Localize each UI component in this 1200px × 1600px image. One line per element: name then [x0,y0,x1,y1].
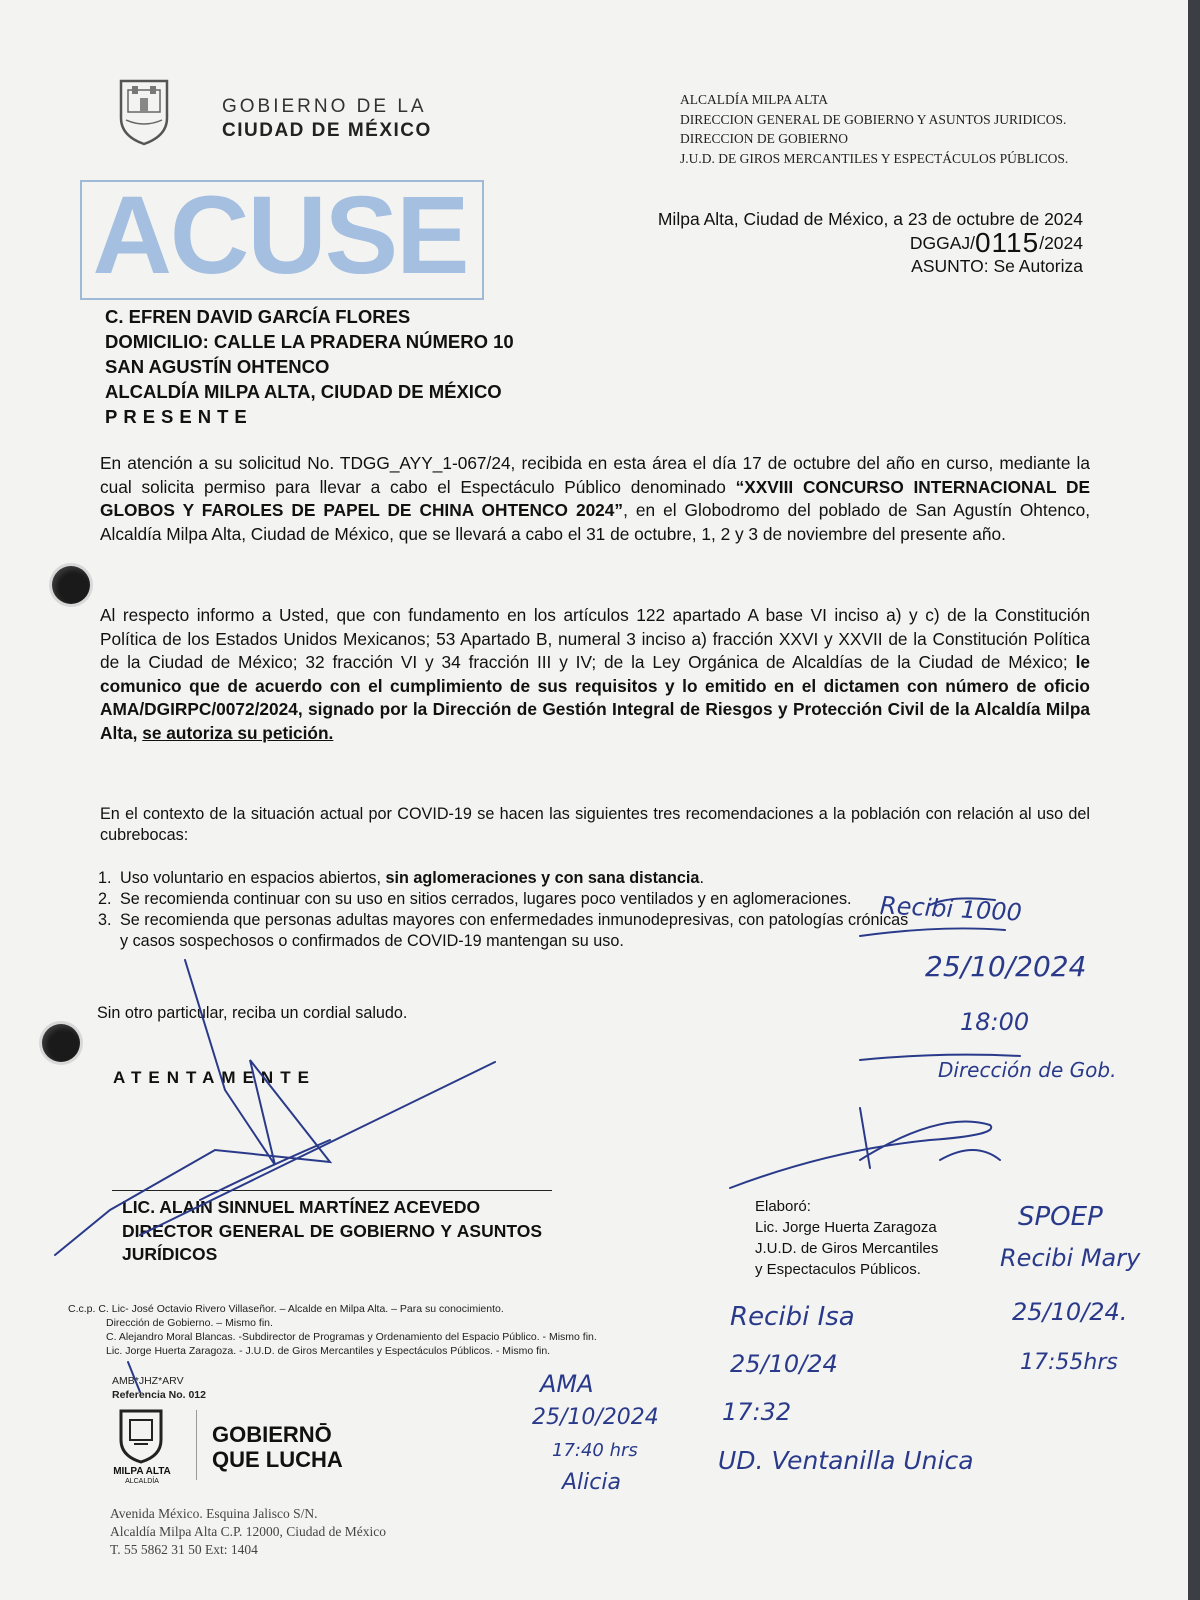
p2-bold: le comunico que de acuerdo con el cumplimiento de sus requisitos y lo emitido en el dictamen con número de oficio AMA/DGIRPC/0072/2024, signado por la Dirección de Gestión Integral de Riesgos y Protección Civil de la Alcaldía Milpa Alta, [100,652,1090,743]
address-line: Avenida México. Esquina Jalisco S/N. [110,1506,318,1521]
gov-title-line2: CIUDAD DE MÉXICO [222,120,432,141]
handwritten-spoep: SPOEP [1018,1202,1103,1232]
handwritten-date: 25/10/2024 [925,950,1087,983]
signer-name: LIC. ALAIN SINNUEL MARTÍNEZ ACEVEDO [122,1197,481,1217]
initials: AMB*JHZ*ARV [112,1375,184,1387]
oficio-number: 0115 [974,227,1040,258]
dept-line: J.U.D. DE GIROS MERCANTILES Y ESPECTÁCULOS PÚBLICOS. [680,150,1069,166]
handwritten-date-mary: 25/10/24. [1012,1298,1128,1326]
list-number: 2. [98,890,112,908]
handwritten-time-mary: 17:55hrs [1020,1350,1118,1375]
list-number: 3. [98,911,112,929]
handwritten-direccion: Dirección de Gob. [938,1058,1117,1082]
handwritten-alicia: Alicia [562,1470,621,1495]
ccp-line: Dirección de Gobierno. – Mismo fin. [106,1317,273,1329]
gov-title-line1: GOBIERNO DE LA [222,96,427,117]
handwritten-recibi-isa: Recibi Isa [730,1302,855,1332]
referencia: Referencia No. 012 [112,1389,206,1401]
slogan-line2: QUE LUCHA [212,1447,343,1472]
dept-line: ALCALDÍA MILPA ALTA [680,92,828,107]
handwritten-date-ama: 25/10/2024 [532,1405,659,1430]
handwritten-recibi: Recibi 1000 [879,891,1023,927]
slogan-line1: GOBIERNŌ [212,1422,332,1447]
handwritten-ama: AMA [540,1370,594,1398]
addressee-name: C. EFREN DAVID GARCÍA FLORES [105,306,411,327]
ccp-line: Lic. Jorge Huerta Zaragoza. - J.U.D. de Giros Mercantiles y Espectáculos Públicos. - Mismo fin. [106,1345,551,1357]
phone: T. 55 5862 31 50 Ext: 1404 [110,1542,258,1557]
list-text-plain: Uso voluntario en espacios abiertos, [120,869,386,887]
acuse-stamp: ACUSE [92,174,468,297]
atentamente: ATENTAMENTE [113,1068,316,1087]
dept-line: DIRECCION DE GOBIERNO [680,131,848,146]
dept-line: DIRECCION GENERAL DE GOBIERNO Y ASUNTOS JURIDICOS. [680,111,1067,127]
oficio-prefix: DGGAJ/ [909,233,975,253]
elaboro-name: Lic. Jorge Huerta Zaragoza [755,1219,937,1236]
p1-text-end: , en el Globodromo del poblado de San Agustín Ohtenco, Alcaldía Milpa Alta, Ciudad de México, que se llevará a cabo el 31 de octubre, 1, 2 y 3 de noviembre del presente año. [100,500,1090,544]
ma-label-sub: ALCALDÍA [125,1478,159,1485]
p1-text: En atención a su solicitud No. TDGG_AYY_1-067/24, recibida en esta área el día 17 de octubre del año en curso, mediante la cual solicita permiso para llevar a cabo el Espectáculo Público denominado [100,453,1090,497]
ccp-line: C. Alejandro Moral Blancas. -Subdirector de Programas y Ordenamiento del Espacio Público. - Mismo fin. [106,1331,597,1343]
elaboro-role: y Espectaculos Públicos. [755,1261,921,1278]
handwritten-time-isa: 17:32 [722,1398,792,1426]
address-line: Alcaldía Milpa Alta C.P. 12000, Ciudad de México [110,1524,386,1539]
place-date: Milpa Alta, Ciudad de México, a 23 de octubre de 2024 [657,209,1083,229]
oficio-suffix: /2024 [1039,233,1083,253]
authorization-statement: se autoriza su petición. [142,722,334,743]
presente: PRESENTE [105,406,253,427]
elaboro-role: J.U.D. de Giros Mercantiles [755,1240,939,1257]
addressee-alcaldia: ALCALDÍA MILPA ALTA, CIUDAD DE MÉXICO [105,381,502,402]
list-text-bold: sin aglomeraciones y con sana distancia [385,869,700,887]
handwritten-time: 18:00 [960,1008,1030,1036]
elaboro-label: Elaboró: [755,1198,811,1215]
p2-text: Al respecto informo a Usted, que con fundamento en los artículos 122 apartado A base VI inciso a) y c) de la Constitución Política de los Estados Unidos Mexicanos; 53 Apartado B, numeral 3 inciso a) fracción XXVI y XXVII de la Constitución Política de la Ciudad de México; 32 fracción VI y 34 fracción III y IV; de la Ley Orgánica de Alcaldías de la Ciudad de México; [100,605,1090,672]
asunto: ASUNTO: Se Autoriza [911,256,1083,276]
event-name: “XXVIII CONCURSO INTERNACIONAL DE GLOBOS Y FAROLES DE PAPEL DE CHINA OHTENCO 2024” [100,476,1090,520]
addressee-domicilio: DOMICILIO: CALLE LA PRADERA NÚMERO 10 [105,331,514,352]
handwritten-time-ama: 17:40 hrs [552,1440,638,1461]
list-text: Se recomienda continuar con su uso en sitios cerrados, lugares poco ventilados y en aglomeraciones. [120,890,852,908]
list-number: 1. [98,869,112,887]
list-text: Se recomienda que personas adultas mayores con enfermedades inmunodepresivas, con patologías crónicas y casos sospechosos o confirmados de COVID-19 mantengan su uso. [120,911,909,950]
paragraph-covid: En el contexto de la situación actual por COVID-19 se hacen las siguientes tres recomendaciones a la población con relación al uso del cubrebocas: [100,805,1090,844]
handwritten-ventanilla: UD. Ventanilla Unica [718,1446,974,1475]
handwritten-date-isa: 25/10/24 [730,1350,838,1378]
handwritten-recibi-mary: Recibi Mary [1000,1244,1141,1272]
closing-line: Sin otro particular, reciba un cordial saludo. [97,1004,408,1022]
list-text-end: . [699,869,704,887]
ma-label-main: MILPA ALTA [113,1466,171,1477]
addressee-colonia: SAN AGUSTÍN OHTENCO [105,356,330,377]
ccp-line: C.c.p. C. Lic- José Octavio Rivero Villaseñor. – Alcalde en Milpa Alta. – Para su conocimiento. [68,1303,504,1315]
signer-title: DIRECTOR GENERAL DE GOBIERNO Y ASUNTOS JURÍDICOS [122,1220,542,1264]
